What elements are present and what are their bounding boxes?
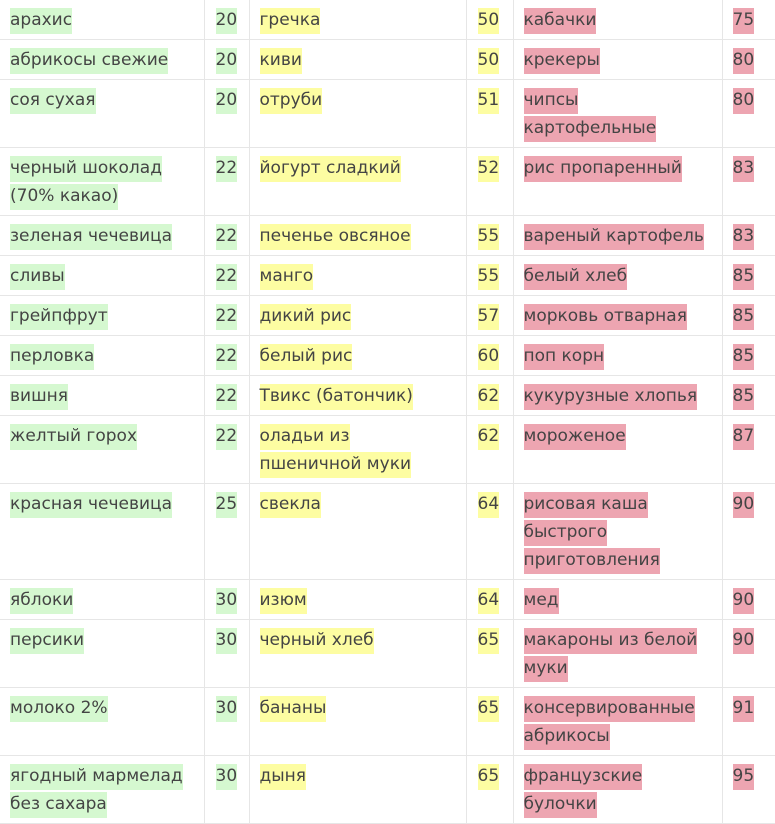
low-gi-value-cell [204,416,249,484]
high-gi-value-cell [722,40,775,80]
high-gi-value: 90 [733,628,755,654]
medium-gi-food-cell [249,580,466,620]
high-gi-food: морковь отварная [524,304,687,330]
table-row [0,484,775,580]
low-gi-food: желтый горох [10,424,137,450]
low-gi-food-cell [0,620,204,688]
low-gi-food-cell [0,756,204,824]
low-gi-value-cell [204,216,249,256]
high-gi-food-cell [513,148,722,216]
low-gi-value: 22 [216,424,238,450]
low-gi-food-cell [0,80,204,148]
low-gi-food-cell [0,0,204,40]
low-gi-food: красная чечевица [10,492,172,518]
table-row [0,688,775,756]
low-gi-value: 20 [216,48,238,74]
medium-gi-food-cell [249,416,466,484]
high-gi-food: рисовая каша быстрого приготовления [524,492,660,574]
high-gi-value: 85 [733,344,755,370]
high-gi-value-cell [722,336,775,376]
low-gi-value: 30 [216,628,238,654]
medium-gi-food-cell [249,756,466,824]
low-gi-value-cell [204,688,249,756]
table-row [0,416,775,484]
medium-gi-food-cell [249,80,466,148]
medium-gi-food-cell [249,0,466,40]
medium-gi-value-cell [466,336,513,376]
low-gi-food-cell [0,484,204,580]
high-gi-value-cell [722,484,775,580]
high-gi-food: французские булочки [524,764,643,818]
high-gi-food-cell [513,416,722,484]
high-gi-value: 83 [733,156,755,182]
high-gi-food: кабачки [524,8,597,34]
medium-gi-food: бананы [260,696,327,722]
high-gi-value: 75 [733,8,755,34]
medium-gi-value: 65 [478,764,500,790]
high-gi-food-cell [513,688,722,756]
high-gi-value: 87 [733,424,755,450]
low-gi-food: сливы [10,264,65,290]
low-gi-value-cell [204,484,249,580]
medium-gi-value-cell [466,40,513,80]
high-gi-value-cell [722,756,775,824]
medium-gi-value-cell [466,256,513,296]
low-gi-value-cell [204,0,249,40]
table-row [0,756,775,824]
medium-gi-value: 64 [478,588,500,614]
table-row [0,256,775,296]
high-gi-food-cell [513,216,722,256]
low-gi-value: 22 [216,224,238,250]
medium-gi-food-cell [249,336,466,376]
low-gi-food: вишня [10,384,68,410]
high-gi-value-cell [722,580,775,620]
medium-gi-value: 52 [478,156,500,182]
table-row [0,0,775,40]
medium-gi-value: 55 [478,264,500,290]
low-gi-food: персики [10,628,84,654]
medium-gi-value-cell [466,756,513,824]
low-gi-food: ягодный мармелад без сахара [10,764,183,818]
medium-gi-value: 55 [478,224,500,250]
high-gi-food: крекеры [524,48,600,74]
table-row [0,148,775,216]
high-gi-value: 91 [733,696,755,722]
medium-gi-value: 64 [478,492,500,518]
low-gi-value: 22 [216,344,238,370]
medium-gi-value-cell [466,216,513,256]
medium-gi-value-cell [466,416,513,484]
table-row [0,620,775,688]
low-gi-food-cell [0,580,204,620]
high-gi-value: 85 [733,304,755,330]
low-gi-value: 22 [216,384,238,410]
high-gi-value-cell [722,256,775,296]
high-gi-food: консервированные абрикосы [524,696,695,750]
medium-gi-food-cell [249,484,466,580]
medium-gi-value: 50 [478,8,500,34]
medium-gi-value: 62 [478,384,500,410]
high-gi-food-cell [513,484,722,580]
low-gi-food: абрикосы свежие [10,48,168,74]
high-gi-value-cell [722,0,775,40]
low-gi-food-cell [0,296,204,336]
high-gi-food-cell [513,756,722,824]
low-gi-value: 20 [216,88,238,114]
high-gi-value-cell [722,620,775,688]
high-gi-food-cell [513,40,722,80]
high-gi-food: кукурузные хлопья [524,384,698,410]
low-gi-value-cell [204,580,249,620]
low-gi-food: перловка [10,344,94,370]
medium-gi-food-cell [249,216,466,256]
medium-gi-value-cell [466,80,513,148]
medium-gi-value-cell [466,296,513,336]
high-gi-value-cell [722,376,775,416]
medium-gi-food: печенье овсяное [260,224,411,250]
medium-gi-food-cell [249,148,466,216]
table-row [0,296,775,336]
low-gi-food: соя сухая [10,88,96,114]
medium-gi-value-cell [466,620,513,688]
low-gi-value-cell [204,40,249,80]
high-gi-value: 83 [733,224,755,250]
high-gi-food: белый хлеб [524,264,628,290]
medium-gi-food: черный хлеб [260,628,374,654]
table-row [0,80,775,148]
medium-gi-value-cell [466,148,513,216]
high-gi-value-cell [722,688,775,756]
high-gi-food: чипсы картофельные [524,88,657,142]
medium-gi-value: 50 [478,48,500,74]
low-gi-food: молоко 2% [10,696,108,722]
medium-gi-food: Твикс (батончик) [260,384,413,410]
table-row [0,336,775,376]
table-row [0,580,775,620]
low-gi-value: 22 [216,304,238,330]
high-gi-food-cell [513,256,722,296]
low-gi-food-cell [0,336,204,376]
high-gi-food: поп корн [524,344,605,370]
high-gi-value-cell [722,416,775,484]
medium-gi-value: 62 [478,424,500,450]
low-gi-food: грейпфрут [10,304,108,330]
high-gi-food-cell [513,620,722,688]
high-gi-value: 90 [733,492,755,518]
medium-gi-food: йогурт сладкий [260,156,401,182]
high-gi-food-cell [513,80,722,148]
medium-gi-food: дикий рис [260,304,352,330]
low-gi-value: 20 [216,8,238,34]
high-gi-food-cell [513,336,722,376]
high-gi-value: 85 [733,264,755,290]
high-gi-value-cell [722,148,775,216]
medium-gi-food-cell [249,688,466,756]
medium-gi-value: 57 [478,304,500,330]
low-gi-value-cell [204,756,249,824]
medium-gi-food: оладьи из пшеничной муки [260,424,412,478]
table-row [0,376,775,416]
high-gi-food-cell [513,0,722,40]
medium-gi-food-cell [249,40,466,80]
high-gi-food-cell [513,580,722,620]
high-gi-value: 90 [733,588,755,614]
low-gi-food: черный шоколад (70% какао) [10,156,162,210]
medium-gi-food-cell [249,256,466,296]
medium-gi-value-cell [466,376,513,416]
medium-gi-value: 65 [478,696,500,722]
low-gi-value-cell [204,148,249,216]
medium-gi-food: белый рис [260,344,353,370]
high-gi-value: 80 [733,48,755,74]
medium-gi-food: манго [260,264,314,290]
medium-gi-food: изюм [260,588,307,614]
low-gi-food: яблоки [10,588,73,614]
high-gi-value: 80 [733,88,755,114]
low-gi-value-cell [204,296,249,336]
high-gi-food: мороженое [524,424,626,450]
low-gi-value: 22 [216,264,238,290]
high-gi-food: макароны из белой муки [524,628,698,682]
high-gi-food: рис пропаренный [524,156,682,182]
medium-gi-food: киви [260,48,302,74]
low-gi-food-cell [0,216,204,256]
medium-gi-food: дыня [260,764,307,790]
medium-gi-value: 65 [478,628,500,654]
low-gi-value-cell [204,336,249,376]
high-gi-food-cell [513,296,722,336]
medium-gi-food: отруби [260,88,323,114]
high-gi-value-cell [722,80,775,148]
low-gi-food-cell [0,416,204,484]
low-gi-value: 25 [216,492,238,518]
low-gi-value: 22 [216,156,238,182]
medium-gi-value: 51 [478,88,500,114]
low-gi-value-cell [204,376,249,416]
table-row [0,40,775,80]
medium-gi-value-cell [466,484,513,580]
medium-gi-food: свекла [260,492,321,518]
low-gi-food-cell [0,40,204,80]
medium-gi-value-cell [466,688,513,756]
low-gi-food-cell [0,148,204,216]
low-gi-food: арахис [10,8,72,34]
medium-gi-food-cell [249,620,466,688]
high-gi-value: 95 [733,764,755,790]
table-row [0,216,775,256]
high-gi-food: вареный картофель [524,224,704,250]
low-gi-value-cell [204,256,249,296]
high-gi-value-cell [722,296,775,336]
medium-gi-food: гречка [260,8,321,34]
low-gi-value: 30 [216,696,238,722]
high-gi-value-cell [722,216,775,256]
low-gi-value: 30 [216,588,238,614]
high-gi-food-cell [513,376,722,416]
medium-gi-value-cell [466,0,513,40]
low-gi-value-cell [204,620,249,688]
low-gi-food-cell [0,376,204,416]
low-gi-food-cell [0,256,204,296]
low-gi-value: 30 [216,764,238,790]
medium-gi-food-cell [249,296,466,336]
high-gi-food: мед [524,588,559,614]
medium-gi-food-cell [249,376,466,416]
medium-gi-value-cell [466,580,513,620]
low-gi-food: зеленая чечевица [10,224,172,250]
low-gi-food-cell [0,688,204,756]
high-gi-value: 85 [733,384,755,410]
medium-gi-value: 60 [478,344,500,370]
low-gi-value-cell [204,80,249,148]
